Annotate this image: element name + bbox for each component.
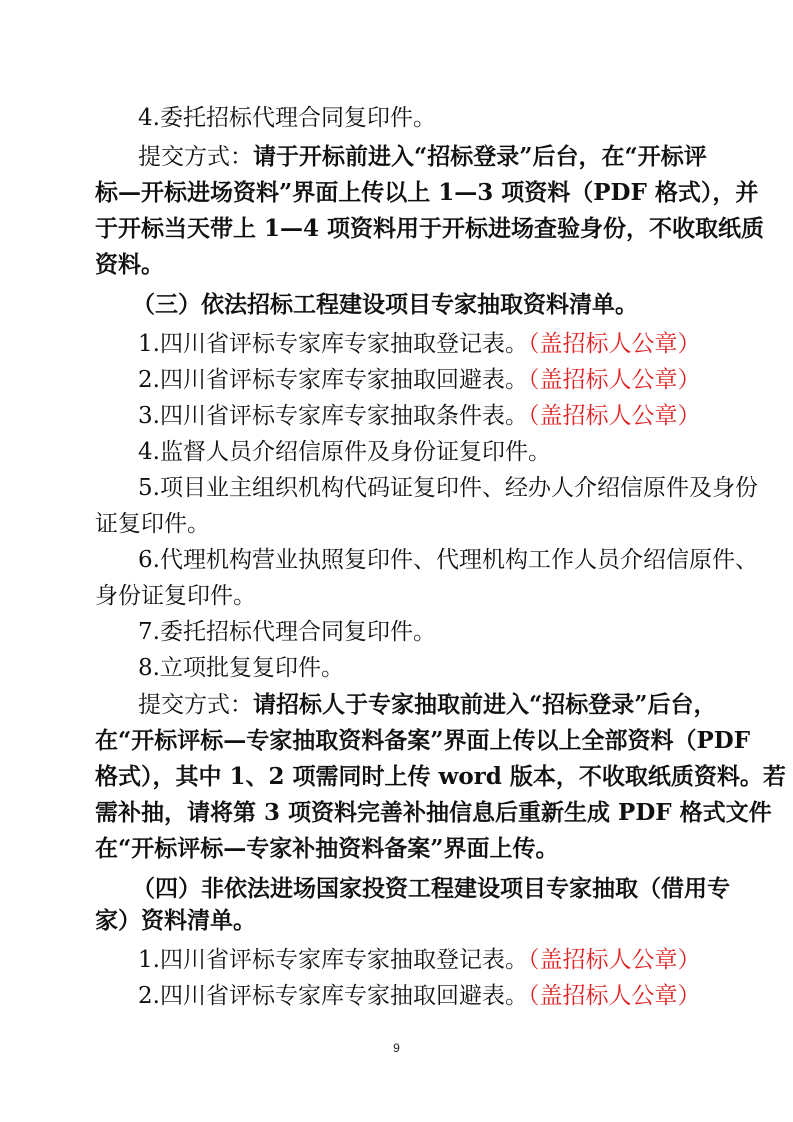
heading-text: （四）非依法进场国家投资工程建设项目专家抽取（借用专 (132, 875, 730, 902)
line-text: 7.委托招标代理合同复印件。 (138, 619, 436, 645)
line-text: 于开标当天带上 1—4 项资料用于开标进场查验身份，不收取纸质 (95, 215, 765, 242)
list-item-supervisor-letter (138, 435, 793, 469)
line-text: 在“开标评标—专家抽取资料备案”界面上传以上全部资料（PDF (95, 727, 751, 754)
list-item-entrust-contract-b (138, 615, 793, 649)
section-heading-4 (132, 872, 793, 906)
line-text: 请招标人于专家抽取前进入“招标登录”后台， (253, 691, 717, 718)
heading-text: 家）资料清单。 (95, 907, 256, 934)
submission-method-a-cont-3 (95, 248, 793, 282)
list-item-avoidance-form-a (138, 363, 793, 397)
submission-label: 提交方式： (138, 692, 253, 718)
submission-method-b-cont-3 (95, 796, 793, 830)
line-text: 3.四川省评标专家库专家抽取条件表。 (138, 403, 528, 429)
line-text: 8.立项批复复印件。 (138, 655, 344, 681)
line-text: 1.四川省评标专家库专家抽取登记表。 (138, 331, 528, 357)
line-text: 4.委托招标代理合同复印件。 (138, 105, 436, 131)
line-text: 需补抽，请将第 3 项资料完善补抽信息后重新生成 PDF 格式文件 (95, 799, 772, 826)
list-item-approval-copy (138, 651, 793, 685)
page-number: 9 (393, 1041, 400, 1055)
line-text: 5.项目业主组织机构代码证复印件、经办人介绍信原件及身份 (138, 475, 758, 501)
line-text: 格式），其中 1、2 项需同时上传 word 版本，不收取纸质资料。若 (95, 763, 786, 790)
line-text: 4.监督人员介绍信原件及身份证复印件。 (138, 439, 551, 465)
line-text: 证复印件。 (95, 511, 210, 537)
submission-method-a-cont-1 (95, 176, 793, 210)
submission-method-b-cont-2 (95, 760, 793, 794)
section-heading-3 (132, 288, 793, 322)
submission-label: 提交方式： (138, 144, 253, 170)
seal-note: （盖招标人公章） (527, 403, 701, 429)
item-entrust-contract-a (138, 101, 793, 135)
section-heading-4-cont (95, 904, 793, 938)
line-text: 在“开标评标—专家补抽资料备案”界面上传。 (95, 835, 559, 862)
submission-method-b (138, 688, 793, 722)
submission-method-b-cont-1 (95, 724, 793, 758)
list-item-agency-docs-cont (95, 579, 793, 613)
submission-method-a (138, 140, 793, 174)
line-text: 1.四川省评标专家库专家抽取登记表。 (138, 947, 528, 973)
list-item-agency-docs (138, 543, 793, 577)
list-item-registration-form-b (138, 943, 793, 977)
line-text: 资料。 (95, 251, 164, 278)
seal-note: （盖招标人公章） (527, 983, 701, 1009)
submission-method-b-cont-4 (95, 832, 793, 866)
line-text: 2.四川省评标专家库专家抽取回避表。 (138, 983, 528, 1009)
line-text: 6.代理机构营业执照复印件、代理机构工作人员介绍信原件、 (138, 547, 758, 573)
list-item-avoidance-form-b (138, 979, 793, 1013)
list-item-owner-docs (138, 471, 793, 505)
submission-method-a-cont-2 (95, 212, 793, 246)
list-item-owner-docs-cont (95, 507, 793, 541)
list-item-registration-form-a (138, 327, 793, 361)
list-item-condition-form (138, 399, 793, 433)
seal-note: （盖招标人公章） (527, 367, 701, 393)
heading-text: （三）依法招标工程建设项目专家抽取资料清单。 (132, 291, 638, 318)
line-text: 标—开标进场资料”界面上传以上 1—3 项资料（PDF 格式），并 (95, 179, 759, 206)
seal-note: （盖招标人公章） (527, 331, 701, 357)
line-text: 2.四川省评标专家库专家抽取回避表。 (138, 367, 528, 393)
line-text: 请于开标前进入“招标登录”后台，在“开标评 (253, 143, 707, 170)
seal-note: （盖招标人公章） (527, 947, 701, 973)
line-text: 身份证复印件。 (95, 583, 256, 609)
